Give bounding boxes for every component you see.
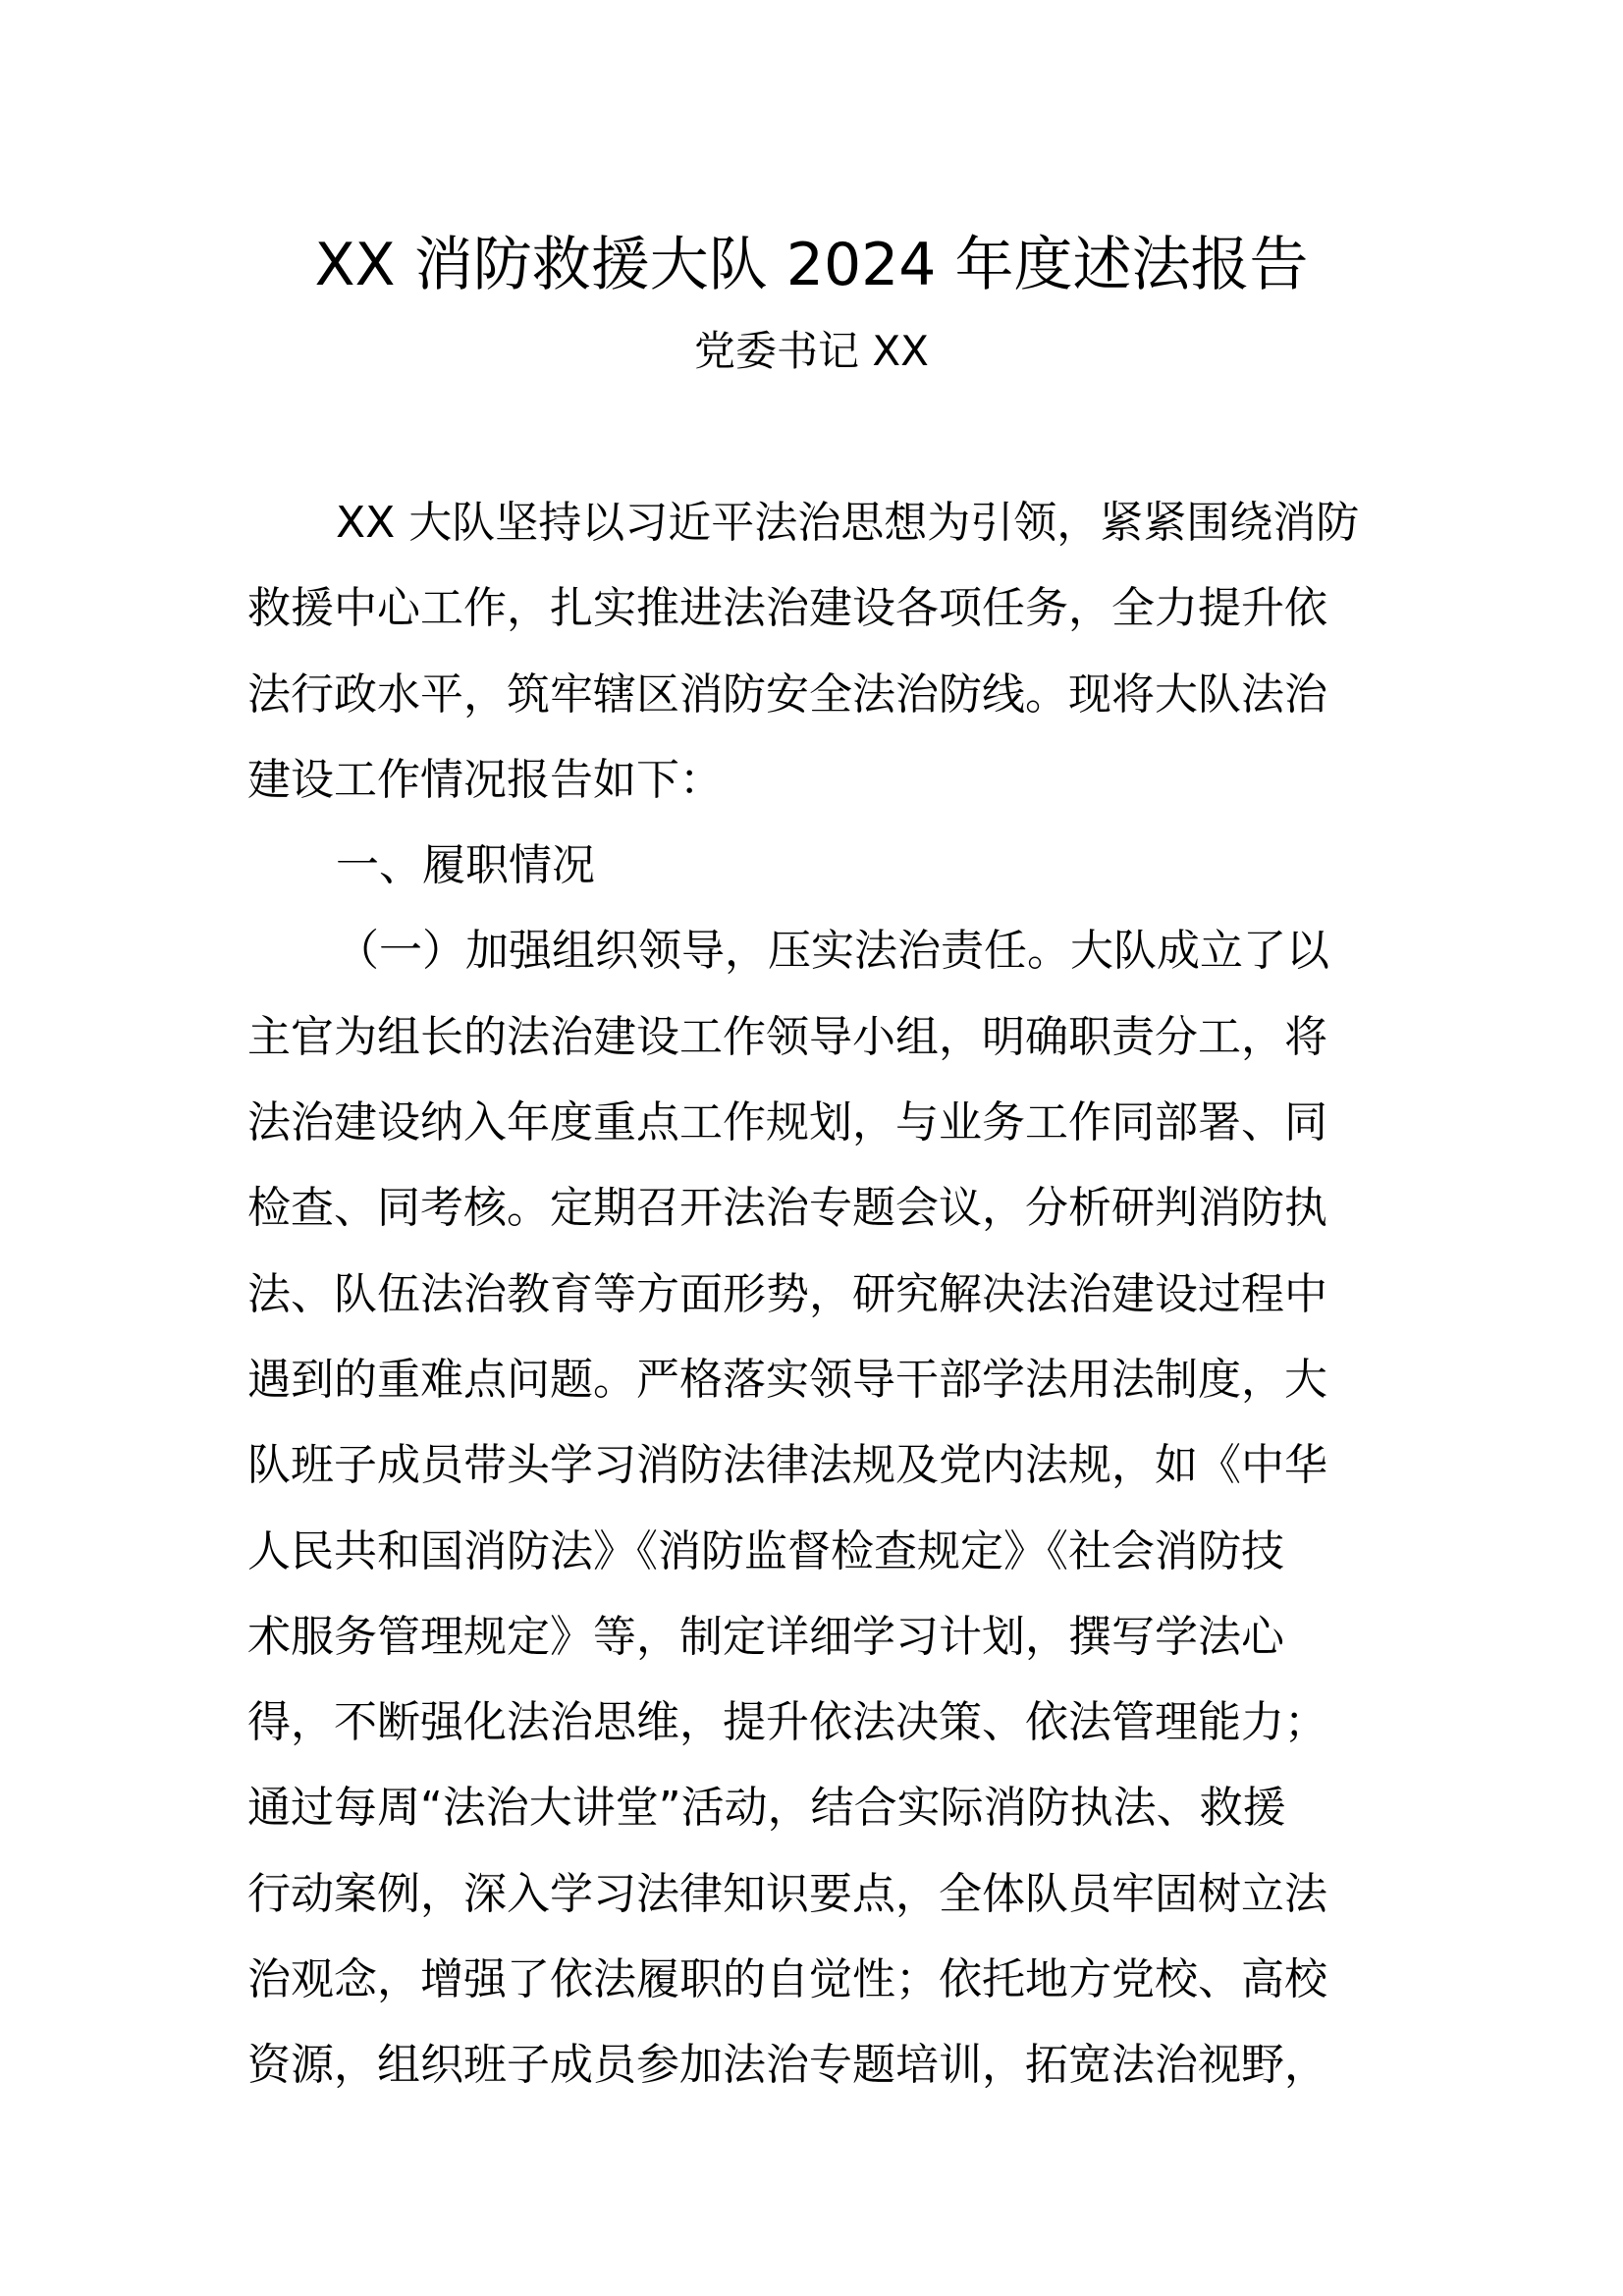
document-author: 党委书记 XX: [694, 327, 929, 375]
text-line: 法行政水平，筑牢辖区消防安全法治防线。现将大队法治: [247, 668, 1327, 720]
text-line: 队班子成员带头学习消防法律法规及党内法规，如《中华: [247, 1440, 1327, 1491]
text-line: 主官为组长的法治建设工作领导小组，明确职责分工，将: [247, 1011, 1327, 1062]
text-line: 资源，组织班子成员参加法治专题培训，拓宽法治视野，: [247, 2040, 1327, 2091]
text-line: （一）加强组织领导，压实法治责任。大队成立了以: [336, 926, 1329, 977]
text-line: XX 大队坚持以习近平法治思想为引领，紧紧围绕消防: [336, 498, 1360, 548]
text-line: 检查、同考核。定期召开法治专题会议，分析研判消防执: [247, 1183, 1327, 1234]
document-title: XX 消防救援大队 2024 年度述法报告: [314, 231, 1309, 299]
text-line: 治观念，增强了依法履职的自觉性；依托地方党校、高校: [247, 1954, 1327, 2005]
text-line: 救援中心工作，扎实推进法治建设各项任务，全力提升依: [247, 583, 1327, 634]
text-line: 行动案例，深入学习法律知识要点，全体队员牢固树立法: [247, 1868, 1327, 1919]
text-line: 通过每周“法治大讲堂”活动，结合实际消防执法、救援: [247, 1783, 1286, 1834]
document-body: [247, 480, 1360, 2109]
text-line: 法治建设纳入年度重点工作规划，与业务工作同部署、同: [247, 1097, 1327, 1148]
text-line: 得，不断强化法治思维，提升依法决策、依法管理能力；: [247, 1697, 1327, 1748]
text-line: 一、履职情况: [336, 840, 595, 891]
text-line: 人民共和国消防法》《消防监督检查规定》《社会消防技: [247, 1525, 1284, 1576]
text-line: 遇到的重难点问题。严格落实领导干部学法用法制度，大: [247, 1354, 1327, 1405]
text-line: 术服务管理规定》等，制定详细学习计划，撰写学法心: [247, 1611, 1284, 1662]
text-line: 建设工作情况报告如下：: [247, 754, 723, 805]
text-line: 法、队伍法治教育等方面形势，研究解决法治建设过程中: [247, 1268, 1327, 1319]
